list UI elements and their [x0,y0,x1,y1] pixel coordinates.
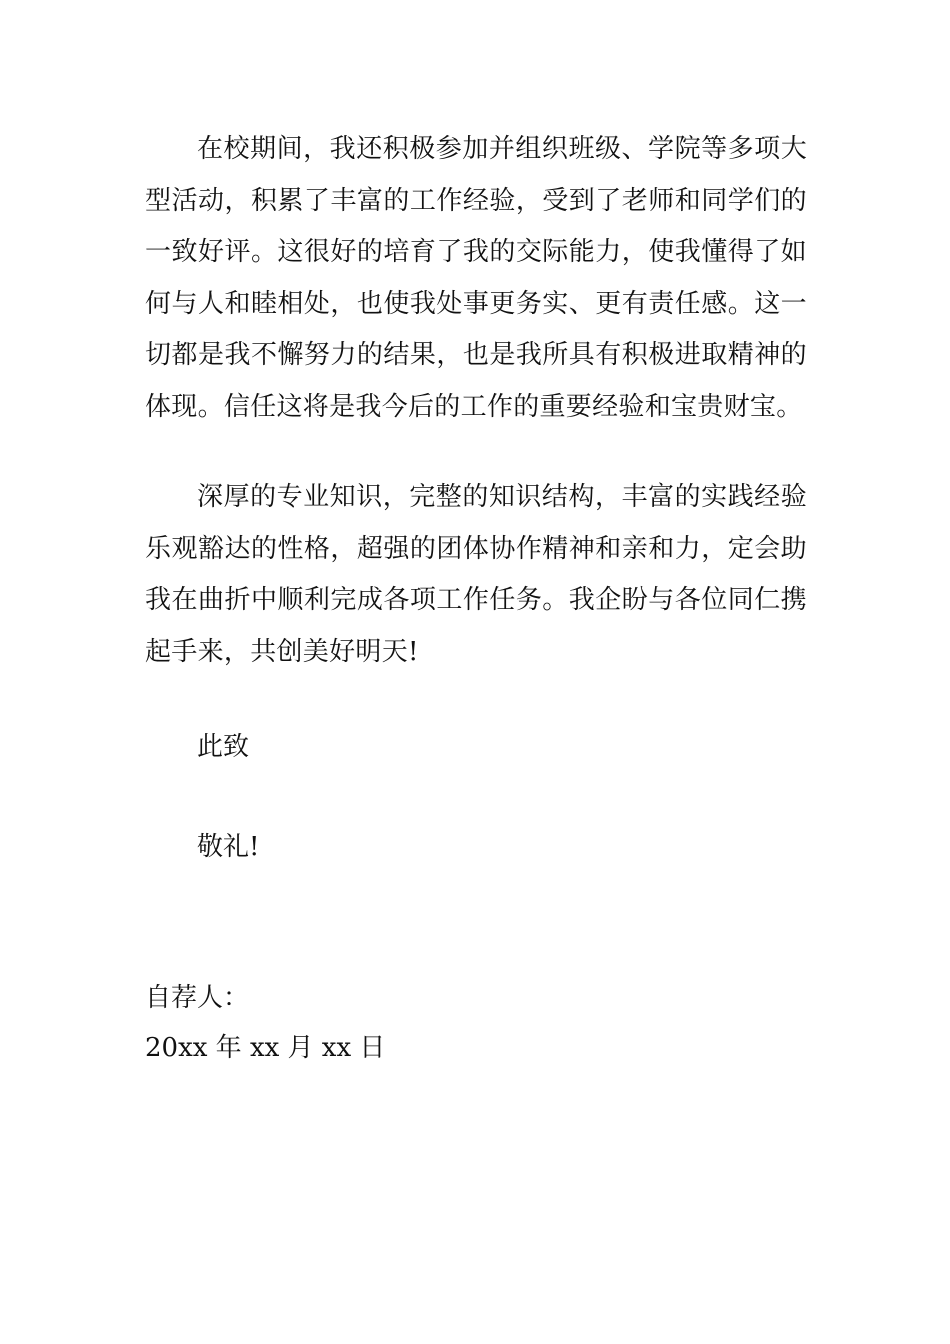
closing-regards: 敬礼! [197,832,260,862]
body-paragraph-1: 在校期间，我还积极参加并组织班级、学院等多项大型活动，积累了丰富的工作经验，受到了老师和同学们的一致好评。这很好的培育了我的交际能力，使我懂得了如何与人和睦相处，也使我处事更务实、更有责任感。这一切都是我不懈努力的结果，也是我所具有积极进取精神的体现。信任这将是我今后的工作的重要经验和宝贵财宝。 [145,134,807,422]
date-line: 20xx 年 xx 月 xx 日 [145,1033,386,1063]
closing-salutation: 此致 [197,732,250,762]
body-paragraph-2: 深厚的专业知识，完整的知识结构，丰富的实践经验乐观豁达的性格，超强的团体协作精神和亲和力，定会助我在曲折中顺利完成各项工作任务。我企盼与各位同仁携起手来，共创美好明天! [145,482,807,667]
signer-label: 自荐人： [145,983,250,1013]
